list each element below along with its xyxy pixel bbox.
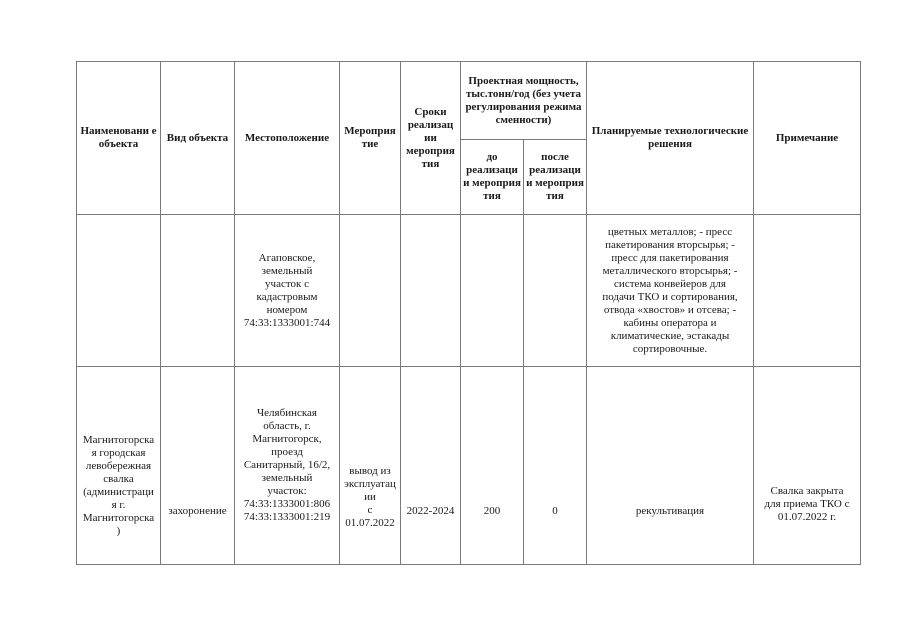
data-table	[76, 61, 861, 565]
table-row	[77, 215, 861, 367]
header-type: Вид объекта	[161, 62, 235, 215]
header-name: Наименовани е объекта	[77, 62, 161, 215]
cell-type	[161, 215, 235, 367]
cell-note: Свалка закрыта для приема ТКО с 01.07.2022 г.	[754, 367, 861, 565]
cell-location: Агаповское, земельный участок с кадастровым номером 74:33:1333001:744	[235, 215, 340, 367]
header-before: до реализаци и мероприя тия	[461, 140, 524, 215]
header-solutions: Планируемые технологические решения	[587, 62, 754, 215]
header-after: после реализаци и мероприя тия	[524, 140, 587, 215]
cell-measure	[340, 215, 401, 367]
cell-name: Магнитогорска я городская левобережная свалка (администраци я г. Магнитогорска )	[77, 367, 161, 565]
cell-solutions: цветных металлов; - пресс пакетирования вторсырья; - пресс для пакетирования металлического вторсырья; - система конвейеров для подачи ТКО и сортирования, отвода «хвостов» и отсева; - кабины оператора и климатические, эстакады сортировочные.	[587, 215, 754, 367]
header-terms: Сроки реализац ии мероприя тия	[401, 62, 461, 215]
table-row	[77, 367, 861, 565]
cell-terms: 2022-2024	[401, 367, 461, 565]
cell-type: захоронение	[161, 367, 235, 565]
cell-location: Челябинская область, г. Магнитогорск, проезд Санитарный, 16/2, земельный участок: 74:33:1333001:806 74:33:1333001:219	[235, 367, 340, 565]
cell-measure: вывод из эксплуатац ии с 01.07.2022	[340, 367, 401, 565]
header-location: Местоположение	[235, 62, 340, 215]
header-capacity: Проектная мощность, тыс.тонн/год (без учета регулирования режима сменности)	[461, 62, 587, 140]
cell-after	[524, 215, 587, 367]
cell-after: 0	[524, 367, 587, 565]
cell-note	[754, 215, 861, 367]
header-note: Примечание	[754, 62, 861, 215]
header-measure: Мероприя тие	[340, 62, 401, 215]
cell-solutions: рекультивация	[587, 367, 754, 565]
cell-name	[77, 215, 161, 367]
header-row-1	[77, 62, 861, 140]
cell-terms	[401, 215, 461, 367]
cell-before	[461, 215, 524, 367]
cell-before: 200	[461, 367, 524, 565]
